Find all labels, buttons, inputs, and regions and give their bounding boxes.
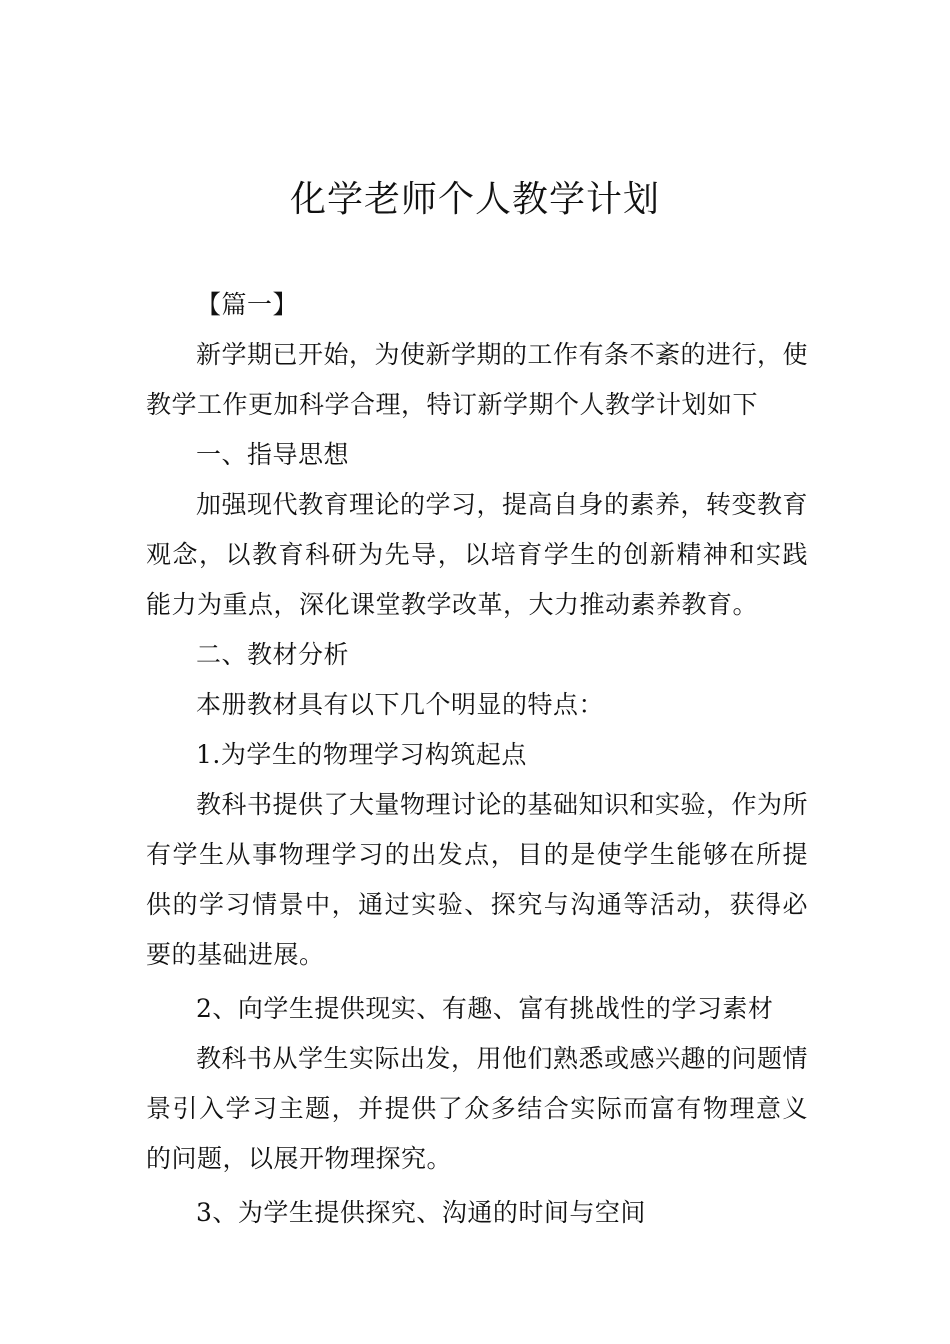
feature-paragraph-1: 教科书提供了大量物理讨论的基础知识和实验，作为所有学生从事物理学习的出发点，目的是使学生能够在所提供的学习情景中，通过实验、探究与沟通等活动，获得必要的基础进展。 <box>146 790 809 969</box>
guiding-thought-paragraph: 加强现代教育理论的学习，提高自身的素养，转变教育观念，以教育科研为先导，以培育学生的创新精神和实践能力为重点，深化课堂教学改革，大力推动素养教育。 <box>146 490 809 619</box>
intro-paragraph: 新学期已开始，为使新学期的工作有条不紊的进行，使教学工作更加科学合理，特订新学期个人教学计划如下 <box>146 340 809 419</box>
feature-paragraph-2: 教科书从学生实际出发，用他们熟悉或感兴趣的问题情景引入学习主题，并提供了众多结合实际而富有物理意义的问题，以展开物理探究。 <box>146 1044 809 1173</box>
feature-heading-2: 2、向学生提供现实、有趣、富有挑战性的学习素材 <box>196 994 774 1023</box>
section-heading-guiding-thought: 一、指导思想 <box>196 440 350 469</box>
feature-heading-1: 1.为学生的物理学习构筑起点 <box>196 740 527 769</box>
section-heading-textbook-analysis: 二、教材分析 <box>196 640 350 669</box>
textbook-features-intro: 本册教材具有以下几个明显的特点： <box>196 690 605 719</box>
feature-heading-3: 3、为学生提供探究、沟通的时间与空间 <box>196 1198 646 1227</box>
document-title: 化学老师个人教学计划 <box>289 179 660 220</box>
document-body <box>146 280 808 1238</box>
section-heading-part-one: 【篇一】 <box>196 290 299 319</box>
